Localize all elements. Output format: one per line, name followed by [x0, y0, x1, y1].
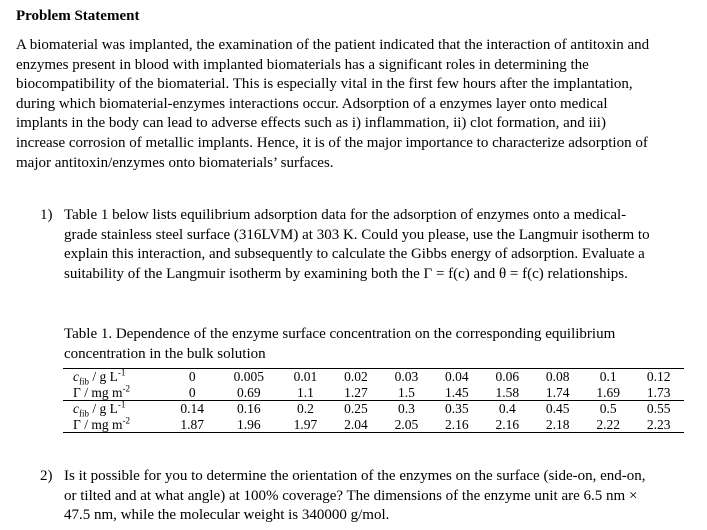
table-cell: 0.3 — [381, 401, 431, 417]
table-cell: 2.18 — [533, 417, 583, 433]
table-cell: 0.1 — [583, 369, 633, 385]
table-cell: 0.01 — [280, 369, 330, 385]
table-cell: 2.04 — [331, 417, 381, 433]
table-cell: 0.25 — [331, 401, 381, 417]
table-cell: 1.45 — [445, 384, 469, 400]
table-row — [63, 369, 684, 385]
table-cell: 2.16 — [482, 417, 532, 433]
table-cell: 1.27 — [344, 384, 368, 400]
table-cell: 2.16 — [432, 417, 482, 433]
concentration-label — [63, 401, 167, 417]
label-unit: / mg m — [80, 416, 123, 432]
table-cell: 0.005 — [217, 369, 280, 385]
question-number: 1) — [40, 207, 53, 223]
table-row — [63, 417, 684, 433]
table-cell: 1.5 — [397, 384, 415, 400]
label-symbol: Γ — [73, 416, 81, 432]
label-exponent: -1 — [117, 367, 126, 378]
adsorption-data-table — [63, 368, 684, 433]
table-cell: 2.22 — [583, 417, 633, 433]
intro-paragraph: A biomaterial was implanted, the examination of the patient indicated that the interaction of antitoxin and enzymes present in blood with implanted biomaterials has a significant roles in determining the biocompatibility of the biomaterial. This is especially vital in the first few hours after the implantation, during which biomaterial-enzymes interactions occur. Adsorption of a enzymes layer onto medical implants in the body can lead to adverse effects such as i) inflammation, ii) clot formation, and iii) increase corrosion of metallic implants. Hence, it is of the major importance to characterize adsorption of major antitoxin/enzymes onto biomaterials’ surfaces. — [16, 37, 650, 171]
table-cell: 0.35 — [432, 401, 482, 417]
table-cell: 0.5 — [583, 401, 633, 417]
label-subscript: fib — [79, 376, 89, 387]
table-cell: 1.97 — [280, 417, 330, 433]
table-cell: 1.1 — [297, 384, 314, 400]
label-unit: / g L — [89, 401, 118, 416]
table-cell: 0 — [188, 384, 196, 400]
table-cell: 2.05 — [381, 417, 431, 433]
label-symbol: c — [73, 401, 79, 416]
surface-concentration-label — [63, 417, 167, 433]
table-cell: 2.23 — [633, 417, 684, 433]
label-unit: / g L — [89, 369, 118, 384]
table-row — [63, 401, 684, 417]
table-cell: 0.04 — [432, 369, 482, 385]
table-caption: Table 1. Dependence of the enzyme surface concentration on the corresponding equilibrium concentration in the bulk solution — [64, 326, 616, 362]
question-text: Is it possible for you to determine the orientation of the enzymes on the surface (side-on, end-on, or tilted and at what angle) at 100% coverage? The dimensions of the enzyme unit are 6.5 nm × 47.5 nm, while the molecular weight is 340000 g/mol. — [64, 468, 646, 524]
table-cell: 0.69 — [237, 384, 261, 400]
table-cell: 0.2 — [280, 401, 330, 417]
table-cell: 0.16 — [217, 401, 280, 417]
table-cell: 1.58 — [495, 384, 520, 400]
label-symbol: Γ — [73, 384, 81, 400]
table-cell: 0.4 — [482, 401, 532, 417]
label-unit: / mg m — [80, 384, 123, 400]
table-cell: 1.96 — [217, 417, 280, 433]
concentration-label — [63, 369, 167, 385]
surface-concentration-label — [63, 385, 167, 401]
label-subscript: fib — [79, 408, 89, 419]
table-cell: 0.06 — [482, 369, 532, 385]
question-text: Table 1 below lists equilibrium adsorption data for the adsorption of enzymes onto a medical-grade stainless steel surface (316LVM) at 303 K. Could you please, use the Langmuir isotherm to explain this interaction, and subsequently to calculate the Gibbs energy of adsorption. Evaluate a suitability of the Langmuir isotherm by examining both the Γ = f(c) and θ = f(c) relationships. — [64, 207, 650, 282]
table-cell: 1.73 — [646, 384, 671, 400]
problem-heading: Problem Statement — [16, 8, 140, 24]
table-cell: 0 — [167, 369, 217, 385]
table-cell: 1.69 — [596, 384, 620, 400]
label-symbol: c — [73, 369, 79, 384]
question-number: 2) — [40, 468, 53, 484]
table-cell: 0.02 — [331, 369, 381, 385]
table-cell: 0.45 — [533, 401, 583, 417]
table-cell: 0.12 — [633, 369, 684, 385]
table-cell: 0.03 — [381, 369, 431, 385]
label-exponent: -2 — [122, 383, 130, 393]
table-cell: 0.55 — [633, 401, 684, 417]
table-cell: 0.14 — [167, 401, 217, 417]
table-cell: 1.87 — [167, 417, 217, 433]
table-cell: 1.74 — [545, 384, 570, 400]
table-cell: 0.08 — [533, 369, 583, 385]
label-exponent: -2 — [122, 415, 130, 425]
table-row — [63, 385, 684, 401]
label-exponent: -1 — [117, 399, 126, 410]
